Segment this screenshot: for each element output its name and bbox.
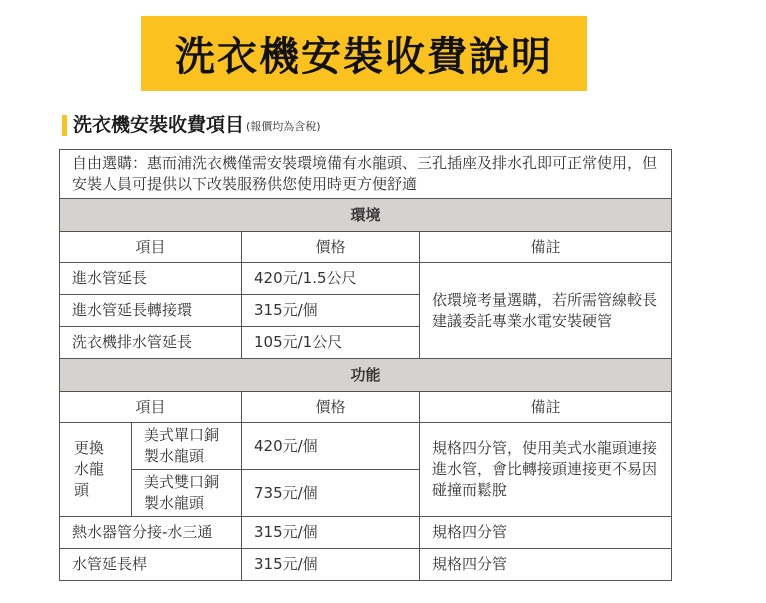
intro-text: 自由選購：惠而浦洗衣機僅需安裝環境備有水龍頭、三孔插座及排水孔即可正常使用，但安裝人員可提供以下改裝服務供您使用時更方便舒適 <box>60 150 672 199</box>
faucet-group-cell: 更換水龍頭 <box>60 423 132 517</box>
price-cell: 735元/個 <box>242 470 420 517</box>
price-cell: 315元/個 <box>242 295 420 327</box>
function-label: 功能 <box>60 359 672 392</box>
header-item: 項目 <box>60 392 242 423</box>
table-row <box>60 549 672 581</box>
header-remark: 備註 <box>420 232 672 263</box>
price-cell: 420元/個 <box>242 423 420 470</box>
header-item: 項目 <box>60 232 242 263</box>
item-cell: 美式雙口銅製水龍頭 <box>132 470 242 517</box>
price-cell: 315元/個 <box>242 549 420 581</box>
item-cell: 熱水器管分接-水三通 <box>60 517 242 549</box>
item-cell: 水管延長桿 <box>60 549 242 581</box>
table-row <box>60 423 672 470</box>
price-cell: 105元/1公尺 <box>242 327 420 359</box>
faucet-remark: 規格四分管，使用美式水龍頭連接進水管，會比轉接頭連接更不易因碰撞而鬆脫 <box>420 423 672 517</box>
section-heading <box>62 114 321 136</box>
remark-cell: 規格四分管 <box>420 549 672 581</box>
environment-header-row <box>60 232 672 263</box>
table-row <box>60 263 672 295</box>
price-cell: 420元/1.5公尺 <box>242 263 420 295</box>
item-cell: 美式單口銅製水龍頭 <box>132 423 242 470</box>
fee-table <box>59 149 672 581</box>
environment-label: 環境 <box>60 199 672 232</box>
item-cell: 進水管延長 <box>60 263 242 295</box>
header-price: 價格 <box>242 392 420 423</box>
header-remark: 備註 <box>420 392 672 423</box>
tax-note: (報價均為含稅) <box>246 120 321 133</box>
intro-row <box>60 150 672 199</box>
remark-cell: 規格四分管 <box>420 517 672 549</box>
item-cell: 洗衣機排水管延長 <box>60 327 242 359</box>
function-header-row <box>60 392 672 423</box>
section-title: 洗衣機安裝收費項目 <box>73 114 245 136</box>
header-price: 價格 <box>242 232 420 263</box>
section-accent-bar <box>62 115 67 136</box>
item-cell: 進水管延長轉接環 <box>60 295 242 327</box>
table-row <box>60 517 672 549</box>
environment-remark: 依環境考量選購，若所需管線較長建議委託專業水電安裝硬管 <box>420 263 672 359</box>
price-cell: 315元/個 <box>242 517 420 549</box>
environment-band <box>60 199 672 232</box>
title-banner <box>141 16 587 91</box>
function-band <box>60 359 672 392</box>
page-title: 洗衣機安裝收費說明 <box>175 34 553 80</box>
